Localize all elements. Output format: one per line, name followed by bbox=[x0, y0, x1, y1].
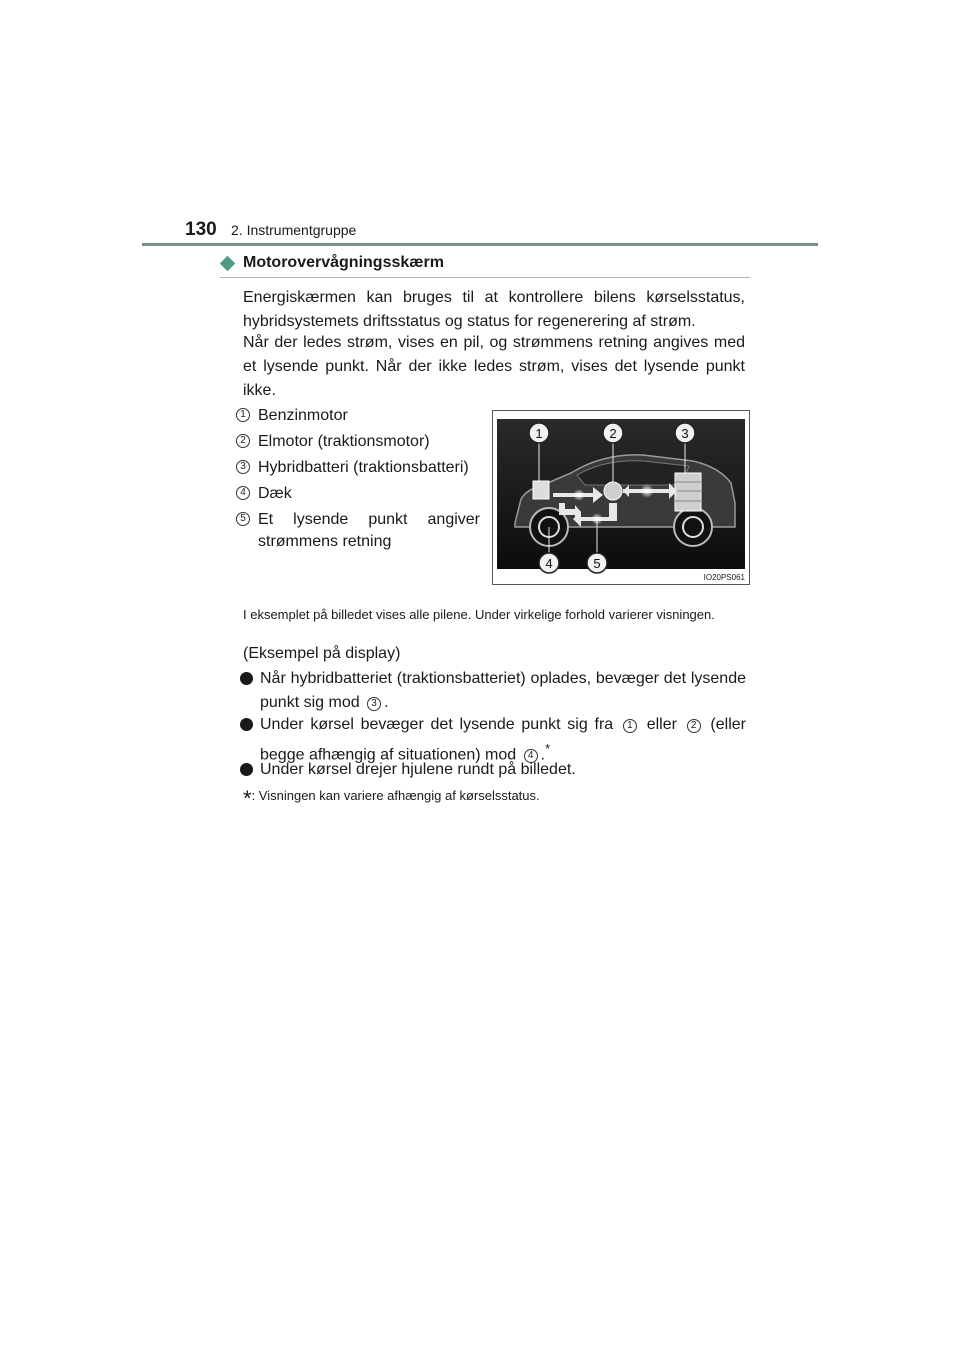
callout-number: 1 bbox=[236, 408, 250, 422]
footnote-marker: * bbox=[545, 741, 551, 756]
legend-item bbox=[236, 457, 480, 479]
glowing-dot bbox=[573, 489, 585, 501]
svg-text:3: 3 bbox=[681, 426, 689, 441]
bullet-dot-icon bbox=[240, 763, 253, 776]
intro-paragraph: Energiskærmen kan bruges til at kontrollere bilens kørselsstatus, hybridsystemets driftsstatus og status for regenerering af strøm. bbox=[243, 289, 745, 330]
callout-3 bbox=[675, 423, 695, 443]
illustration-note: I eksemplet på billedet vises alle pilene. Under virkelige forhold varierer visningen. bbox=[243, 607, 715, 622]
footnote bbox=[243, 786, 540, 812]
callout-number: 2 bbox=[236, 434, 250, 448]
callout-number: 4 bbox=[236, 486, 250, 500]
legend-item bbox=[236, 483, 480, 505]
callout-1 bbox=[529, 423, 549, 443]
flow-paragraph: Når der ledes strøm, vises en pil, og strømmens retning angives med et lysende punkt. Når der ikke ledes strøm, vises det lysende punkt ikke. bbox=[243, 334, 745, 399]
bullet-text: Under kørsel drejer hjulene rundt på billedet. bbox=[260, 761, 576, 778]
bullet-item bbox=[240, 758, 746, 782]
callout-ref: 2 bbox=[687, 719, 701, 733]
callout-number: 5 bbox=[236, 512, 250, 526]
callout-5 bbox=[587, 553, 607, 573]
section-heading bbox=[220, 254, 444, 272]
energy-monitor-figure bbox=[492, 410, 750, 585]
bullet-dot-icon bbox=[240, 672, 253, 685]
energy-monitor-illustration bbox=[493, 411, 749, 584]
legend-text: Et lysende punkt angiver strømmens retning bbox=[258, 511, 480, 550]
callout-ref: 3 bbox=[367, 697, 381, 711]
legend-text: Benzinmotor bbox=[258, 407, 348, 424]
svg-text:5: 5 bbox=[593, 556, 601, 571]
rear-wheel bbox=[674, 508, 712, 546]
legend-text: Elmotor (traktionsmotor) bbox=[258, 433, 430, 450]
electric-motor bbox=[604, 482, 622, 500]
legend-item bbox=[236, 509, 480, 553]
glowing-dot bbox=[640, 484, 654, 498]
legend-item bbox=[236, 431, 480, 453]
section-rule bbox=[220, 277, 750, 278]
footnote-text: : Visningen kan variere afhængig af kørselsstatus. bbox=[251, 788, 540, 803]
section-heading-text: Motorovervågningsskærm bbox=[243, 254, 444, 271]
bullet-dot-icon bbox=[240, 718, 253, 731]
callout-number: 3 bbox=[236, 460, 250, 474]
svg-text:4: 4 bbox=[545, 556, 553, 571]
chapter-title: 2. Instrumentgruppe bbox=[231, 222, 357, 238]
bullet-item bbox=[240, 667, 746, 715]
svg-text:1: 1 bbox=[535, 426, 543, 441]
bullet-text: Under kørsel bevæger det lysende punkt sig fra 1 eller 2 (eller begge afhængig af situationen) mod 4 .* bbox=[260, 716, 746, 764]
legend-item bbox=[236, 405, 480, 427]
callout-ref: 1 bbox=[623, 719, 637, 733]
example-label: (Eksempel på display) bbox=[243, 645, 401, 662]
diamond-bullet-icon bbox=[220, 255, 236, 271]
page-number: 130 bbox=[185, 219, 217, 240]
legend-list bbox=[236, 405, 480, 557]
legend-text: Hybridbatteri (traktionsbatteri) bbox=[258, 459, 469, 476]
legend-text: Dæk bbox=[258, 485, 292, 502]
footnote-star: * bbox=[243, 786, 252, 811]
engine-block bbox=[533, 481, 549, 499]
svg-text:2: 2 bbox=[609, 426, 617, 441]
bullet-text: Når hybridbatteriet (traktionsbatteriet) oplades, bevæger det lysende punkt sig mod 3 . bbox=[260, 670, 746, 711]
hybrid-battery bbox=[675, 473, 701, 511]
figure-code: IO20PS061 bbox=[703, 573, 745, 582]
callout-2 bbox=[603, 423, 623, 443]
callout-4 bbox=[539, 553, 559, 573]
header-rule bbox=[142, 243, 818, 246]
callout-ref: 4 bbox=[524, 749, 538, 763]
